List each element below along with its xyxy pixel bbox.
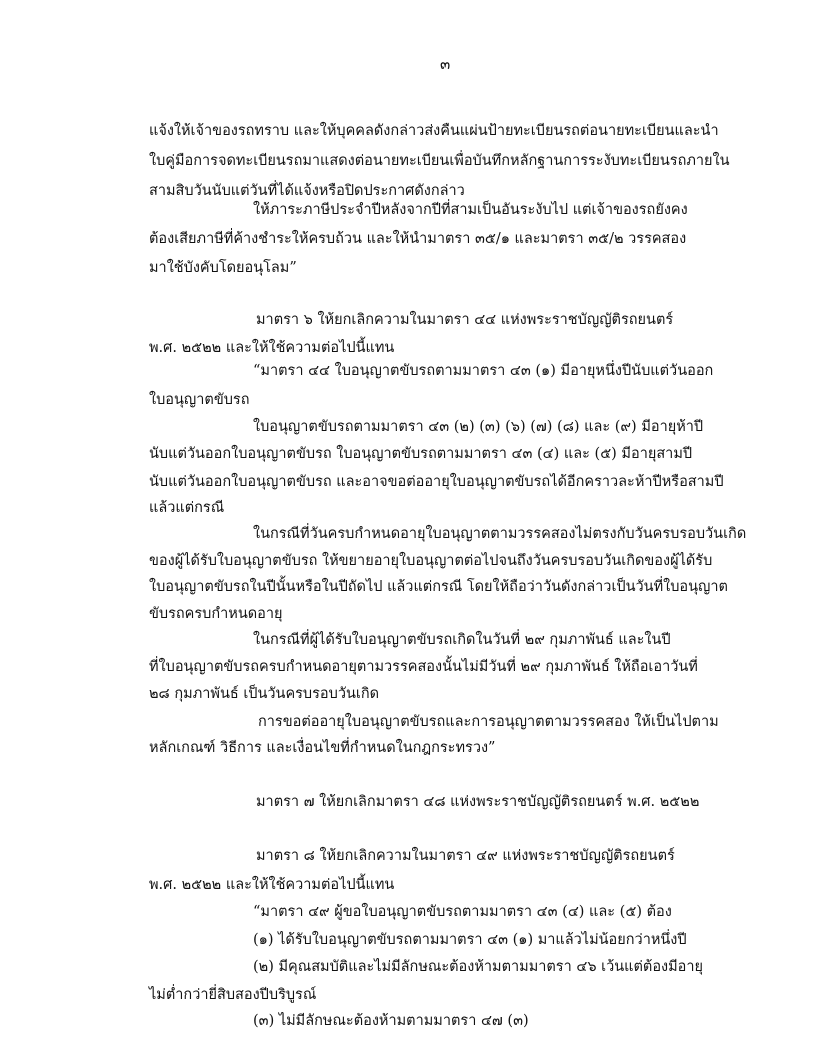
text-line: ของผู้ได้รับใบอนุญาตขับรถ ให้ขยายอายุใบอนุญาตต่อไปจนถึงวันครบรอบวันเกิดของผู้ได้รับ: [149, 553, 713, 569]
text-line: หลักเกณฑ์ วิธีการ และเงื่อนไขที่กำหนดในกฎกระทรวง”: [149, 740, 496, 756]
text-line: ที่ใบอนุญาตขับรถครบกำหนดอายุตามวรรคสองนั้นไม่มีวันที่ ๒๙ กุมภาพันธ์ ให้ถือเอาวันที่: [149, 659, 698, 675]
text-line: มาตรา ๘ ให้ยกเลิกความในมาตรา ๔๙ แห่งพระราชบัญญัติรถยนตร์: [256, 848, 675, 864]
text-line: (๒) มีคุณสมบัติและไม่มีลักษณะต้องห้ามตามมาตรา ๔๖ เว้นแต่ต้องมีอายุ: [253, 959, 704, 975]
text-line: สามสิบวันนับแต่วันที่ได้แจ้งหรือปิดประกาศดังกล่าว: [149, 183, 465, 199]
text-line: “มาตรา ๔๙ ผู้ขอใบอนุญาตขับรถตามมาตรา ๔๓ (๔) และ (๕) ต้อง: [253, 904, 672, 920]
text-line: พ.ศ. ๒๕๒๒ และให้ใช้ความต่อไปนี้แทน: [149, 340, 395, 356]
text-line: ในกรณีที่วันครบกำหนดอายุใบอนุญาตตามวรรคสองไม่ตรงกับวันครบรอบวันเกิด: [253, 526, 747, 542]
text-line: ขับรถครบกำหนดอายุ: [149, 606, 283, 622]
text-line: ในกรณีที่ผู้ได้รับใบอนุญาตขับรถเกิดในวันที่ ๒๙ กุมภาพันธ์ และในปี: [253, 632, 671, 648]
text-line: นับแต่วันออกใบอนุญาตขับรถ และอาจขอต่ออายุใบอนุญาตขับรถได้อีกคราวละห้าปีหรือสามปี: [149, 474, 724, 490]
text-line: นับแต่วันออกใบอนุญาตขับรถ ใบอนุญาตขับรถตามมาตรา ๔๓ (๔) และ (๕) มีอายุสามปี: [149, 446, 693, 462]
text-line: พ.ศ. ๒๕๒๒ และให้ใช้ความต่อไปนี้แทน: [149, 877, 395, 893]
text-line: ให้ภาระภาษีประจำปีหลังจากปีที่สามเป็นอันระงับไป แต่เจ้าของรถยังคง: [253, 202, 688, 218]
text-line: มาตรา ๖ ให้ยกเลิกความในมาตรา ๔๔ แห่งพระราชบัญญัติรถยนตร์: [256, 312, 674, 328]
text-line: มาตรา ๗ ให้ยกเลิกมาตรา ๔๘ แห่งพระราชบัญญัติรถยนตร์ พ.ศ. ๒๕๒๒: [256, 794, 700, 810]
text-line: การขอต่ออายุใบอนุญาตขับรถและการอนุญาตตามวรรคสอง ให้เป็นไปตาม: [258, 714, 719, 730]
text-line: ใบคู่มือการจดทะเบียนรถมาแสดงต่อนายทะเบียนเพื่อบันทึกหลักฐานการระงับทะเบียนรถภายใน: [149, 153, 730, 169]
text-line: แจ้งให้เจ้าของรถทราบ และให้บุคคลดังกล่าวส่งคืนแผ่นป้ายทะเบียนรถต่อนายทะเบียนและนำ: [149, 123, 719, 139]
text-line: ใบอนุญาตขับรถ: [149, 392, 250, 408]
text-line: (๑) ได้รับใบอนุญาตขับรถตามมาตรา ๔๓ (๑) มาแล้วไม่น้อยกว่าหนึ่งปี: [253, 932, 687, 948]
page-number: ๓: [440, 55, 451, 73]
text-line: มาใช้บังคับโดยอนุโลม”: [149, 260, 297, 276]
text-line: ไม่ต่ำกว่ายี่สิบสองปีบริบูรณ์: [149, 987, 317, 1003]
text-line: แล้วแต่กรณี: [149, 500, 225, 516]
text-line: ใบอนุญาตขับรถตามมาตรา ๔๓ (๒) (๓) (๖) (๗) (๘) และ (๙) มีอายุห้าปี: [253, 419, 704, 435]
text-line: ต้องเสียภาษีที่ค้างชำระให้ครบถ้วน และให้นำมาตรา ๓๕/๑ และมาตรา ๓๕/๒ วรรคสอง: [149, 231, 687, 247]
text-line: (๓) ไม่มีลักษณะต้องห้ามตามมาตรา ๔๗ (๓): [253, 1013, 529, 1029]
text-line: ใบอนุญาตขับรถในปีนั้นหรือในปีถัดไป แล้วแต่กรณี โดยให้ถือว่าวันดังกล่าวเป็นวันที่ใบอนุญาต: [149, 579, 728, 595]
text-line: “มาตรา ๔๔ ใบอนุญาตขับรถตามมาตรา ๔๓ (๑) มีอายุหนึ่งปีนับแต่วันออก: [253, 363, 714, 379]
text-line: ๒๘ กุมภาพันธ์ เป็นวันครบรอบวันเกิด: [149, 686, 380, 702]
